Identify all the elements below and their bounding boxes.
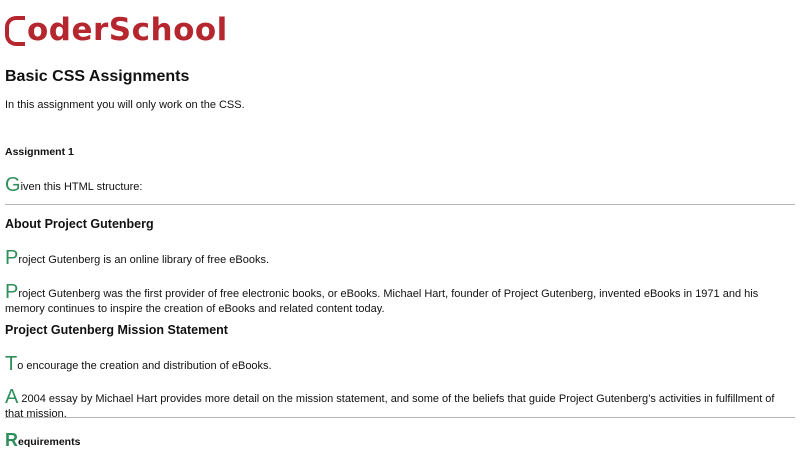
- logo-c-mark-icon: [5, 16, 25, 46]
- drop-cap: P: [5, 247, 19, 269]
- drop-cap: R: [5, 430, 18, 450]
- gutenberg-para-3: [5, 354, 272, 374]
- about-heading: About Project Gutenberg: [5, 217, 154, 231]
- given-text: iven this HTML structure:: [20, 181, 143, 193]
- drop-cap: P: [5, 281, 19, 303]
- gutenberg-para-2: [5, 282, 795, 316]
- divider-top: [5, 204, 795, 205]
- intro-text: In this assignment you will only work on the CSS.: [5, 99, 245, 111]
- drop-cap: T: [5, 353, 18, 375]
- para-text: roject Gutenberg was the first provider of free electronic books, or eBooks. Michael Hart, founder of Project Gutenberg, invented eBooks in 1971 and his memory continues to inspire the creation of eBooks and related content today.: [5, 288, 759, 315]
- mission-heading: Project Gutenberg Mission Statement: [5, 323, 228, 337]
- para-text: 2004 essay by Michael Hart provides more detail on the mission statement, and some of the beliefs that guide Project Gutenberg’s activities in fulfillment of that mission.: [5, 393, 775, 420]
- para-text: roject Gutenberg is an online library of free eBooks.: [18, 254, 270, 266]
- logo-text: oderSchool: [27, 12, 228, 48]
- drop-cap: G: [5, 174, 21, 196]
- coderschool-logo[interactable]: [5, 10, 228, 50]
- requirements-text: equirements: [18, 436, 81, 448]
- gutenberg-para-1: [5, 248, 269, 268]
- para-text: o encourage the creation and distribution of eBooks.: [17, 360, 272, 372]
- page-title: Basic CSS Assignments: [5, 68, 190, 85]
- gutenberg-para-4: [5, 387, 795, 421]
- requirements-heading: [5, 431, 80, 449]
- drop-cap: A: [5, 386, 19, 408]
- divider-bottom: [5, 417, 795, 418]
- assignment-label: Assignment 1: [5, 146, 74, 158]
- given-paragraph: [5, 175, 142, 195]
